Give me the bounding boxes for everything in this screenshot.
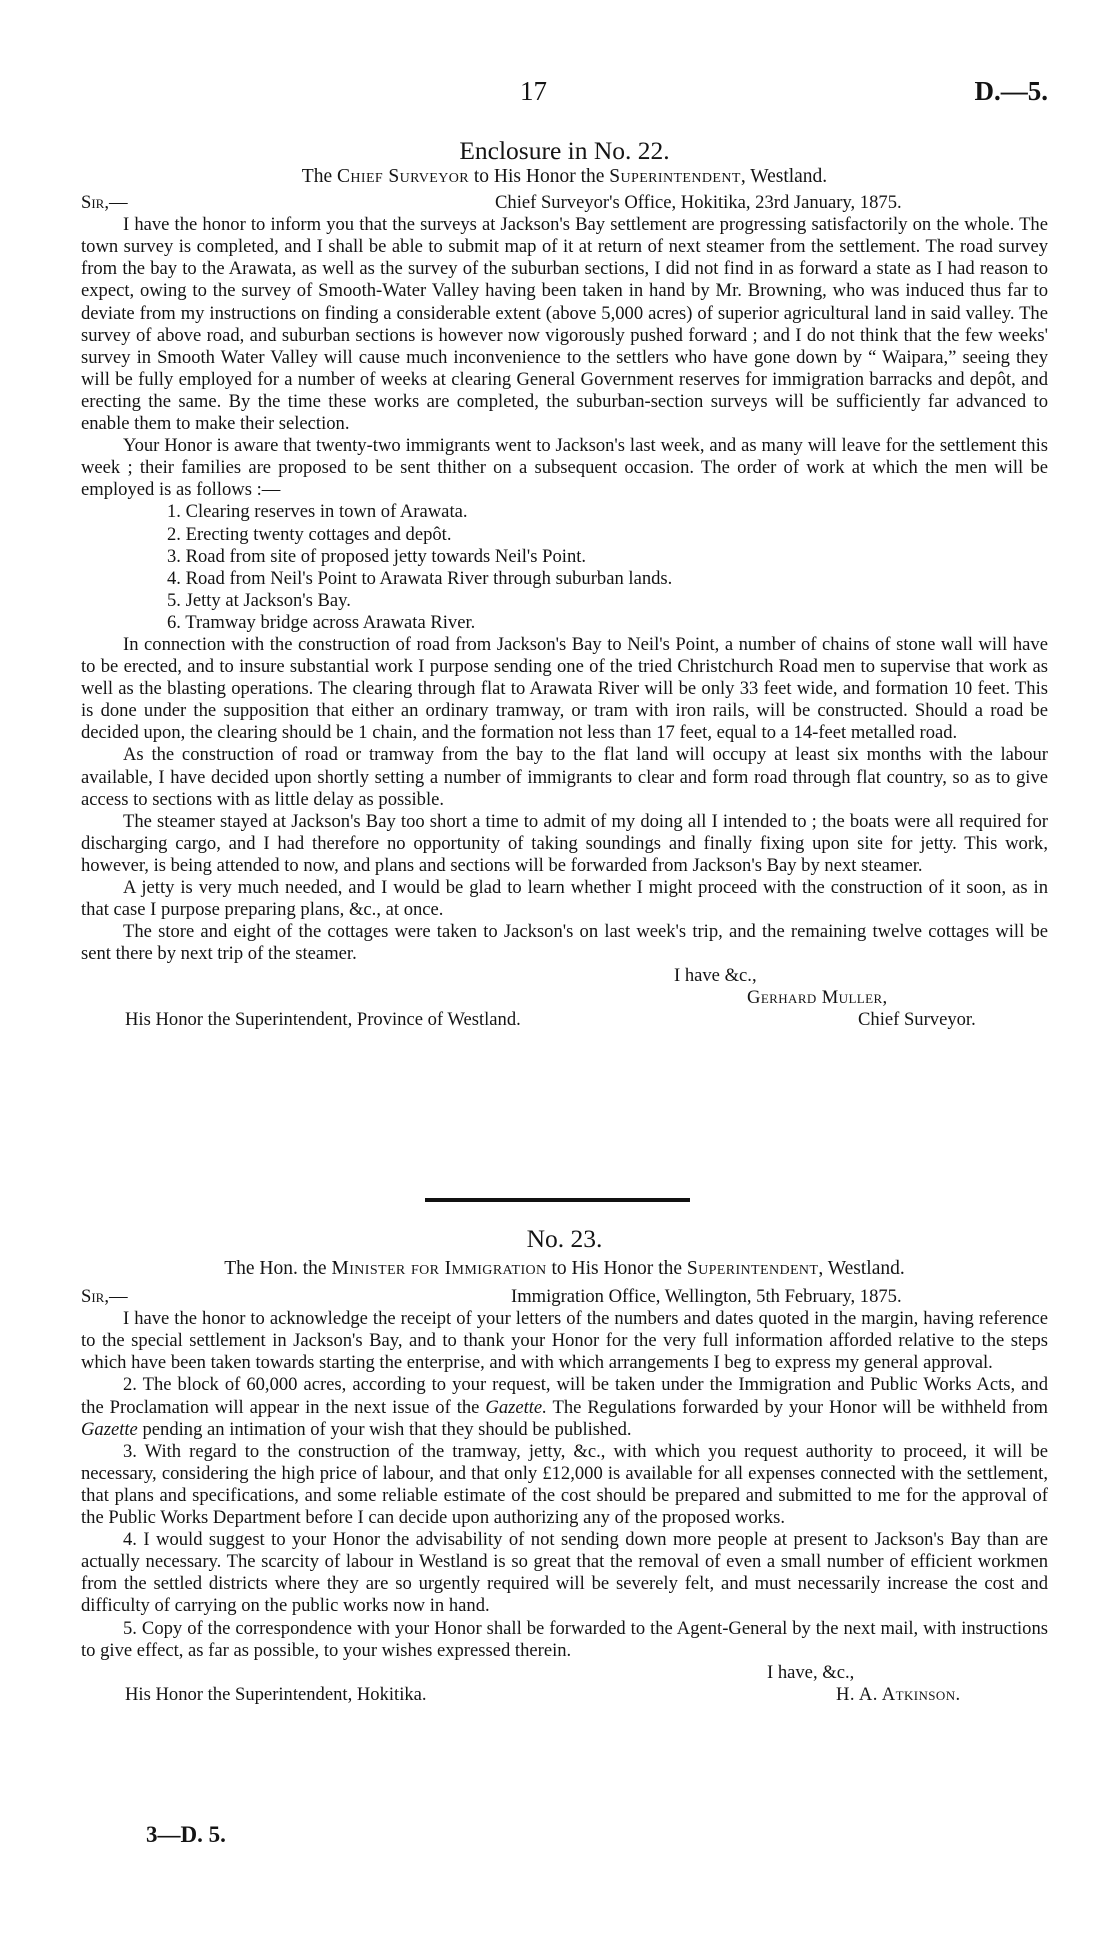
paragraph: 2. The block of 60,000 acres, according to your request, will be taken under the Immigration and Public Works Acts, and the Proclamation will appear in the next issue of the Gazette. The Regulations forwarded by your Honor will be withheld from Gazette pending an intimation of your wish that they should be published. [81,1374,1049,1440]
letter-title: No. 23. [526,1224,603,1253]
paragraph: 4. I would suggest to your Honor the advisability of not sending down more people at present to Jackson's Bay than are actually necessary. The scarcity of labour in Westland is so great that the removal of even a small number of efficient workmen from the settled districts where they are so urgently required will be severely felt, and must necessarily increase the cost and difficulty of carrying on the public works now in hand. [81,1529,1048,1617]
dateline: Chief Surveyor's Office, Hokitika, 23rd January, 1875. [495,192,902,214]
paragraph: 5. Copy of the correspondence with your Honor shall be forwarded to the Agent-General by the next mail, with instructions to give effect, as far as possible, to your wishes expressed therein. [81,1617,1048,1661]
signer-title: Chief Surveyor. [858,1009,976,1031]
salutation: Sir,— [81,192,128,214]
addressee: His Honor the Superintendent, Province of Westland. [125,1009,521,1031]
paragraph: I have the honor to inform you that the surveys at Jackson's Bay settlement are progressing satisfactorily on the whole. The town survey is completed, and I shall be able to submit map of it at return of next steamer from the settlement. The road survey from the bay to the Arawata, as well as the survey of the suburban sections, I did not find in as forward a state as I had reason to expect, owing to the survey of Smooth-Water Valley having been taken in hand by Mr. Browning, who was induced thus far to deviate from my instructions on finding a considerable extent (above 5,000 acres) of superior agricultural land in said valley. The survey of above road, and suburban sections is however now vigorously pushed forward ; and I do not think that the few weeks' survey in Smooth Water Valley will cause much inconvenience to the settlers who have gone down by “ Waipara,” seeing they will be fully employed for a number of weeks at clearing General Government reserves for immigration barracks and depôt, and erecting the same. By the time these works are completed, the suburban-section surveys will be sufficiently far advanced to enable them to make their selection. [81,214,1048,435]
closing: I have, &c., [767,1661,855,1683]
list-item: 1. Clearing reserves in town of Arawata. [167,501,468,523]
signer-name: H. A. Atkinson. [836,1683,961,1705]
list-item: 3. Road from site of proposed jetty towards Neil's Point. [167,545,587,567]
sheet-mark: 3—D. 5. [146,1822,226,1847]
list-item: 2. Erecting twenty cottages and depôt. [167,523,452,545]
letter-23-section [81,1224,1049,1706]
list-item: 6. Tramway bridge across Arawata River. [167,611,476,633]
list-item: 5. Jetty at Jackson's Bay. [167,589,351,611]
page-number: 17 [520,76,547,106]
letter-subtitle: The Hon. the Minister for Immigration to His Honor the Superintendent, Westland. [224,1258,905,1280]
dateline: Immigration Office, Wellington, 5th February, 1875. [511,1286,902,1308]
list-item: 4. Road from Neil's Point to Arawata River through suburban lands. [167,567,673,589]
closing: I have &c., [674,965,757,987]
paragraph: 3. With regard to the construction of the tramway, jetty, &c., with which you request authority to proceed, it will be necessary, considering the high price of labour, and that only £12,000 is available for all expenses connected with the settlement, that plans and specifications, and some reliable estimate of the cost should be prepared and submitted to me for the approval of the Public Works Department before I can decide upon authorizing any of the proposed works. [81,1440,1048,1529]
paragraph: A jetty is very much needed, and I would be glad to learn whether I might proceed with the construction of it soon, as in that case I purpose preparing plans, &c., at once. [81,877,1048,921]
paragraph: I have the honor to acknowledge the receipt of your letters of the numbers and dates quoted in the margin, having reference to the special settlement in Jackson's Bay, and to thank your Honor for the very full information afforded relative to the steps which have been taken towards starting the enterprise, and with which arrangements I beg to express my general approval. [81,1308,1048,1374]
paragraph: As the construction of road or tramway from the bay to the flat land will occupy at least six months with the labour available, I have decided upon shortly setting a number of immigrants to clear and form road through flat country, so as to give access to sections with as little delay as possible. [81,744,1048,810]
signer-name: Gerhard Muller, [747,987,888,1009]
paragraph: Your Honor is aware that twenty-two immigrants went to Jackson's last week, and as many will leave for the settlement this week ; their families are proposed to be sent thither on a subsequent occasion. The order of work at which the men will be employed is as follows :— [81,435,1048,501]
enclosure-title: Enclosure in No. 22. [459,136,670,165]
enclosure-subtitle: The Chief Surveyor to His Honor the Superintendent, Westland. [301,166,828,188]
paragraph: In connection with the construction of road from Jackson's Bay to Neil's Point, a number of chains of stone wall will have to be erected, and to insure substantial work I purpose sending one of the tried Christchurch Road men to supervise that work as well as the blasting operations. The clearing through flat to Arawata River will be only 33 feet wide, and formation 10 feet. This is done under the supposition that either an ordinary tramway, or tram with iron rails, will be constructed. Should a road be decided upon, the clearing should be 1 chain, and the formation not less than 17 feet, equal to a 14-feet metalled road. [81,633,1048,744]
document-code: D.—5. [974,76,1048,106]
salutation: Sir,— [81,1286,128,1308]
section-divider [425,1198,690,1202]
work-order-list [81,501,1048,634]
enclosure-section [81,136,1048,1033]
paragraph: The store and eight of the cottages were taken to Jackson's on last week's trip, and the remaining twelve cottages will be sent there by next trip of the steamer. [81,921,1048,965]
paragraph: The steamer stayed at Jackson's Bay too short a time to admit of my doing all I intended to ; the boats were all required for discharging cargo, and I had therefore no opportunity of taking soundings and finally fixing upon site for jetty. This work, however, is being attended to now, and plans and sections will be forwarded from Jackson's Bay by next steamer. [81,810,1048,876]
addressee: His Honor the Superintendent, Hokitika. [125,1683,427,1705]
